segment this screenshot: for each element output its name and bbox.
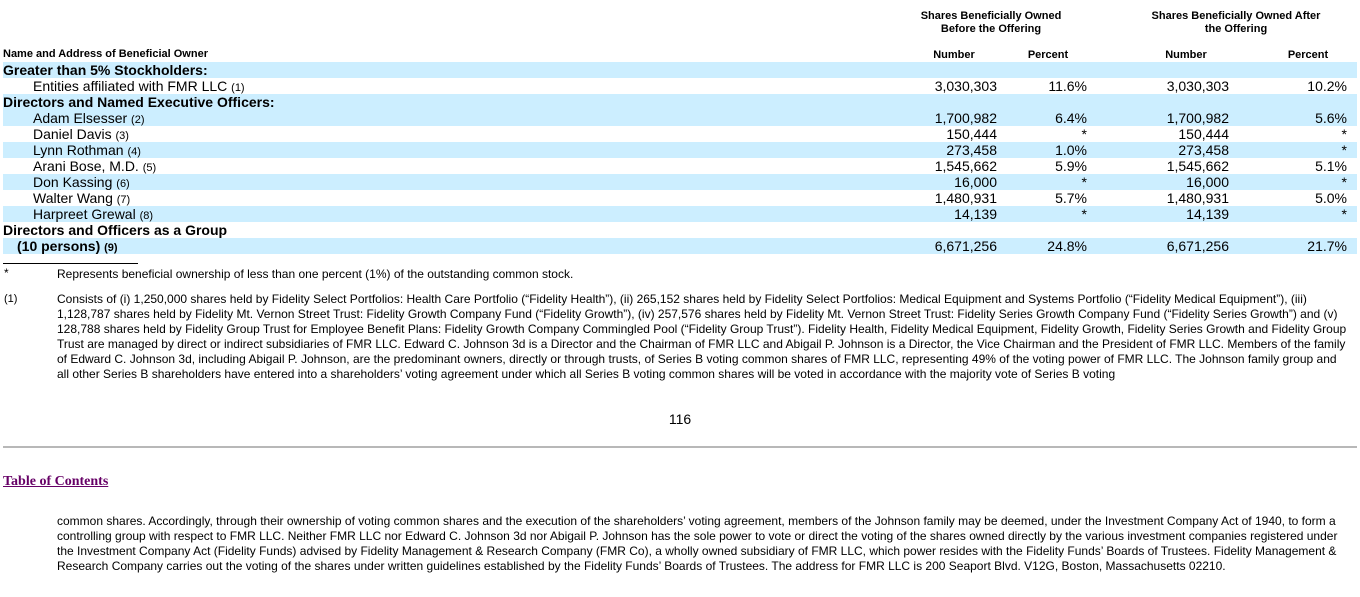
group-subtitle: (10 persons) (9) xyxy=(17,238,118,254)
number-after: 3,030,303 xyxy=(1166,78,1229,94)
percent-after: * xyxy=(1341,126,1347,142)
table-row xyxy=(3,190,1357,206)
footnote-rule xyxy=(3,263,138,264)
owner-name: Lynn Rothman (4) xyxy=(33,142,141,158)
footnote-text: Consists of (i) 1,250,000 shares held by Fidelity Select Portfolios: Health Care Portfolio (“Fidelity Health”), (ii) 265,152 shares held by Fidelity Select Portfolios: Medical Equipment and Systems Portfolio (“Fidelity Medical Equipment”), (iii) 1,128,787 shares held by Fidelity Mt. Vernon Street Trust: Fidelity Growth Company Fund (“Fidelity Growth”), (iv) 257,576 shares held by Fidelity Mt. Vernon Street Trust: Fidelity Series Growth Company Fund (“Fidelity Series Growth”) and (v) 128,788 shares held by Fidelity Group Trust for Employee Benefit Plans: Fidelity Growth Company Commingled Pool (“Fidelity Group Trust”). Fidelity Health, Fidelity Medical Equipment, Fidelity Growth, Fidelity Series Growth and Fidelity Group Trust are managed by direct or indirect subsidiaries of FMR LLC. Edward C. Johnson 3d is a Director and the Chairman of FMR LLC and Abigail P. Johnson is a Director, the Vice Chairman and the President of FMR LLC. Members of the family of Edward C. Johnson 3d, including Abigail P. Johnson, are the predominant owners, directly or through trusts, of Series B voting common shares of FMR LLC, representing 49% of the voting power of FMR LLC. The Johnson family group and all other Series B shareholders have entered into a shareholders’ voting agreement under which all Series B voting common shares will be voted in accordance with the majority vote of Series B voting xyxy=(57,292,1347,381)
number-after: 14,139 xyxy=(1186,206,1229,222)
table-row xyxy=(3,174,1357,190)
section-row-greater-5pct xyxy=(3,62,1357,78)
column-header-number-after: Number xyxy=(1142,49,1230,63)
continuation-paragraph: common shares. Accordingly, through their ownership of voting common shares and the execution of the shareholders’ voting agreement, members of the Johnson family may be deemed, under the Investment Company Act of 1940, to form a controlling group with respect to FMR LLC. Neither FMR LLC nor Edward C. Johnson 3d nor Abigail P. Johnson has the sole power to vote or direct the voting of the shares owned directly by the various investment companies registered under the Investment Company Act (Fidelity Funds) advised by Fidelity Management & Research Company (FMR Co), a wholly owned subsidiary of FMR LLC, which power resides with the Fidelity Funds’ Boards of Trustees. Fidelity Management & Research Company carries out the voting of the shares under written guidelines established by the Fidelity Funds’ Boards of Trustees. The address for FMR LLC is 200 Seaport Blvd. V12G, Boston, Massachusetts 02210. xyxy=(57,514,1338,573)
number-after: 273,458 xyxy=(1178,142,1229,158)
percent-after: * xyxy=(1341,142,1347,158)
percent-after: 10.2% xyxy=(1307,78,1347,94)
percent-before: 5.9% xyxy=(1055,158,1087,174)
percent-before: * xyxy=(1081,174,1087,190)
number-before: 273,458 xyxy=(946,142,997,158)
percent-before: 11.6% xyxy=(1048,78,1087,94)
table-row xyxy=(3,142,1357,158)
percent-after: * xyxy=(1341,206,1347,222)
owner-name: Adam Elsesser (2) xyxy=(33,110,145,126)
group-total-row xyxy=(3,238,1357,254)
number-before: 1,700,982 xyxy=(934,110,997,126)
percent-before: 6.4% xyxy=(1055,110,1087,126)
percent-before: 24.8% xyxy=(1047,238,1087,254)
number-before: 1,545,662 xyxy=(934,158,997,174)
number-after: 1,545,662 xyxy=(1166,158,1229,174)
column-header-name: Name and Address of Beneficial Owner xyxy=(3,48,208,60)
owner-name: Don Kassing (6) xyxy=(33,174,130,190)
table-row xyxy=(3,110,1357,126)
owner-name: Walter Wang (7) xyxy=(33,190,131,206)
owner-name: Harpreet Grewal (8) xyxy=(33,206,154,222)
header-before-offering: Shares Beneficially Owned Before the Offering xyxy=(920,10,1062,35)
number-before: 6,671,256 xyxy=(934,238,997,254)
table-row xyxy=(3,78,1357,94)
percent-before: 1.0% xyxy=(1055,142,1087,158)
number-before: 14,139 xyxy=(954,206,997,222)
percent-after: 5.0% xyxy=(1315,190,1347,206)
section-row-directors xyxy=(3,94,1357,110)
column-header-number-before: Number xyxy=(910,49,998,63)
page-number: 116 xyxy=(668,411,692,427)
owner-name: Arani Bose, M.D. (5) xyxy=(33,158,157,174)
page-break-divider xyxy=(3,446,1357,448)
percent-after: 21.7% xyxy=(1307,238,1347,254)
percent-after: 5.6% xyxy=(1315,110,1347,126)
owner-name: Daniel Davis (3) xyxy=(33,126,129,142)
percent-after: 5.1% xyxy=(1315,158,1347,174)
table-row xyxy=(3,126,1357,142)
header-after-offering: Shares Beneficially Owned After the Offering xyxy=(1151,10,1321,35)
percent-after: * xyxy=(1341,174,1347,190)
section-title: Greater than 5% Stockholders: xyxy=(3,62,208,78)
number-after: 16,000 xyxy=(1186,174,1229,190)
table-row xyxy=(3,206,1357,222)
owner-name: Entities affiliated with FMR LLC (1) xyxy=(33,78,245,94)
number-after: 6,671,256 xyxy=(1166,238,1229,254)
section-title: Directors and Named Executive Officers: xyxy=(3,94,275,110)
percent-before: 5.7% xyxy=(1055,190,1087,206)
footnote-mark: (1) xyxy=(4,293,18,305)
number-before: 16,000 xyxy=(954,174,997,190)
number-before: 1,480,931 xyxy=(934,190,997,206)
footnote-mark: * xyxy=(4,266,9,280)
group-title: Directors and Officers as a Group xyxy=(3,222,228,238)
number-after: 1,480,931 xyxy=(1166,190,1229,206)
percent-before: * xyxy=(1081,206,1087,222)
number-before: 3,030,303 xyxy=(934,78,997,94)
footnote-text: Represents beneficial ownership of less than one percent (1%) of the outstanding common stock. xyxy=(57,267,574,281)
number-after: 150,444 xyxy=(1178,126,1229,142)
table-of-contents-link[interactable]: Table of Contents xyxy=(3,474,109,489)
number-after: 1,700,982 xyxy=(1166,110,1229,126)
table-row xyxy=(3,158,1357,174)
percent-before: * xyxy=(1081,126,1087,142)
group-title-row xyxy=(3,222,1357,238)
column-header-percent-after: Percent xyxy=(1282,49,1334,63)
number-before: 150,444 xyxy=(946,126,997,142)
column-header-percent-before: Percent xyxy=(1024,49,1072,63)
